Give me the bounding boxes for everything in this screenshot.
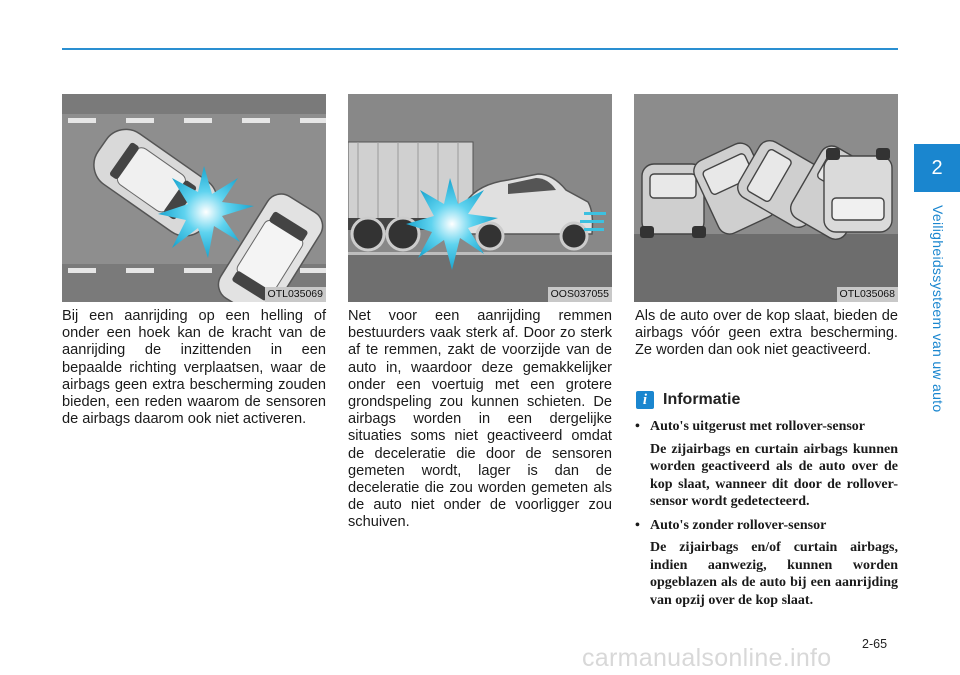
- text-column-3: [635, 308, 898, 360]
- paragraph-angled-collision: Bij een aanrijding op een helling of onder een hoek kan de kracht van de aanrijding de inzittenden in een bepaalde richting verplaatsen, waar de airbags geen extra bescherming zouden bieden, een reden waarom de sensoren de airbags daarom ook niet activeren.: [62, 308, 326, 428]
- page-number: 2-65: [862, 637, 888, 651]
- text-column-1: [62, 308, 326, 428]
- angled-collision-illustration: [62, 94, 326, 302]
- figure-rollover: [634, 94, 898, 302]
- figure-code: OTL035069: [265, 287, 326, 302]
- paragraph-rollover: Als de auto over de kop slaat, bieden de airbags vóór geen extra bescherming. Ze worden dan ook niet geactiveerd.: [635, 308, 898, 359]
- info-body: [635, 418, 898, 615]
- truck-underride-collision-illustration: [348, 94, 612, 302]
- watermark: carmanualsonline.info: [582, 644, 832, 672]
- header-rule: [62, 48, 898, 50]
- info-item: [635, 517, 898, 535]
- figure-code: OOS037055: [548, 287, 612, 302]
- info-item-heading: Auto's zonder rollover-sensor: [650, 517, 827, 533]
- bullet-marker: •: [635, 517, 640, 533]
- info-item-text: De zijairbags en/of curtain airbags, indien aanwezig, kunnen worden opgeblazen als de auto bij een aanrijding van opzij over de kop slaat.: [650, 540, 898, 608]
- info-item-text: De zijairbags en curtain airbags kunnen worden geactiveerd als de auto over de kop slaat, wanneer dit door de rollover-sensor wordt gedetecteerd.: [650, 441, 898, 509]
- chapter-title-vertical: Veiligheidssysteem van uw auto: [930, 205, 946, 413]
- paragraph-underride: Net voor een aanrijding remmen bestuurders vaak sterk af. Door zo sterk af te remmen, zakt de voorzijde van de auto in, waardoor deze gemakkelijker onder een voertuig met een grotere grondspeling zou kunnen schieten. De airbags worden in een dergelijke situaties soms niet geactiveerd omdat de deceleratie die door de sensoren gemeten wordt, lager is dan de deceleratie die zou worden gemeten als de auto niet onder de voorligger zou schuiven.: [348, 308, 612, 531]
- text-column-2: [348, 308, 612, 532]
- chapter-number-tab[interactable]: 2: [914, 144, 960, 192]
- bullet-marker: •: [635, 419, 640, 434]
- figure-angled-collision: [62, 94, 326, 302]
- info-item-heading: Auto's uitgerust met rollover-sensor: [650, 419, 866, 434]
- figure-truck-underride: [348, 94, 612, 302]
- info-icon: i: [636, 391, 654, 409]
- rollover-illustration: [634, 94, 898, 302]
- figure-code: OTL035068: [837, 287, 898, 302]
- info-heading: [636, 391, 740, 409]
- info-title: Informatie: [663, 391, 741, 408]
- info-item: [635, 418, 898, 436]
